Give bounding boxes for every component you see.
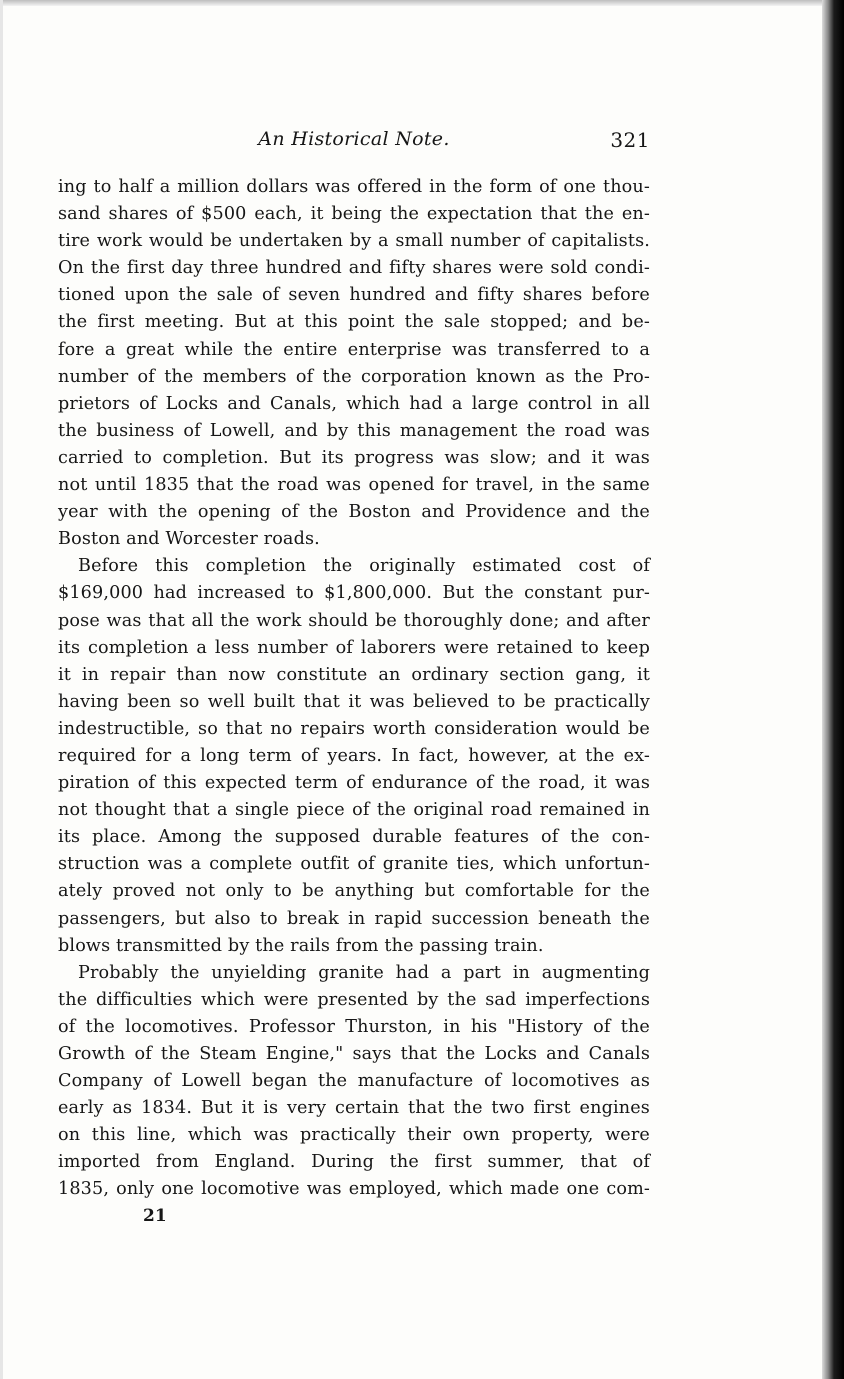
text-line: not until 1835 that the road was opened for travel, in the same [58, 475, 650, 496]
page-number: 321 [610, 128, 650, 152]
text-line: carried to completion. But its progress was slow; and it was [58, 447, 650, 468]
text-line: sand shares of $500 each, it being the expectation that the en- [58, 204, 650, 225]
text-line: required for a long term of years. In fact, however, at the ex- [58, 745, 650, 766]
paragraph-3 [58, 960, 650, 1204]
text-line: ately proved not only to be anything but comfortable for the [58, 881, 650, 902]
text-line: early as 1834. But it is very certain that the two first engines [58, 1098, 650, 1119]
text-line: Boston and Worcester roads. [58, 529, 320, 550]
text-line: tioned upon the sale of seven hundred and fifty shares before [58, 285, 650, 306]
text-line: having been so well built that it was believed to be practically [58, 691, 650, 712]
text-line: Before this completion the originally estimated cost of [78, 556, 650, 577]
text-line: the difficulties which were presented by the sad imperfections [58, 989, 650, 1010]
text-line: Growth of the Steam Engine," says that the Locks and Canals [58, 1044, 650, 1064]
text-line: ing to half a million dollars was offered in the form of one thou- [58, 177, 650, 197]
text-line: 1835, only one locomotive was employed, which made one com- [58, 1179, 650, 1200]
text-line: the business of Lowell, and by this management the road was [58, 420, 650, 441]
text-line: piration of this expected term of endurance of the road, it was [58, 773, 650, 794]
paragraph-2 [58, 553, 650, 959]
running-head [58, 128, 650, 158]
text-line: it in repair than now constitute an ordinary section gang, it [58, 664, 650, 685]
text-line: passengers, but also to break in rapid succession beneath the [58, 908, 650, 929]
scan-edge-left [0, 0, 3, 1379]
signature-mark: 21 [143, 1206, 167, 1226]
text-line: imported from England. During the first summer, that of [58, 1152, 650, 1173]
text-line: Company of Lowell began the manufacture of locomotives as [58, 1071, 650, 1092]
text-line: tire work would be undertaken by a small number of capitalists. [58, 231, 650, 252]
text-line: year with the opening of the Boston and Providence and the [58, 502, 650, 523]
text-line: pose was that all the work should be thoroughly done; and after [58, 610, 650, 631]
text-line: blows transmitted by the rails from the passing train. [58, 935, 544, 956]
text-line: prietors of Locks and Canals, which had a large control in all [58, 393, 650, 414]
text-line: on this line, which was practically their own property, were [58, 1125, 650, 1146]
text-line: struction was a complete outfit of granite ties, which unfortun- [58, 854, 650, 875]
text-line: of the locomotives. Professor Thurston, in his "History of the [58, 1016, 650, 1037]
text-line: $169,000 had increased to $1,800,000. But the constant pur- [58, 583, 650, 604]
text-line: indestructible, so that no repairs worth consideration would be [58, 718, 650, 739]
running-title: An Historical Note. [258, 128, 450, 150]
scan-edge-top [0, 0, 844, 6]
paragraph-1 [58, 174, 650, 553]
text-line: its completion a less number of laborers were retained to keep [58, 637, 650, 658]
text-line: its place. Among the supposed durable features of the con- [58, 827, 650, 848]
text-line: fore a great while the entire enterprise was transferred to a [58, 339, 650, 360]
text-line: not thought that a single piece of the original road remained in [58, 800, 650, 821]
text-line: On the first day three hundred and fifty shares were sold condi- [58, 258, 650, 279]
body-text [58, 174, 650, 1204]
text-line: the first meeting. But at this point the sale stopped; and be- [58, 312, 650, 333]
text-line: Probably the unyielding granite had a part in augmenting [78, 962, 650, 983]
scan-edge-right [822, 0, 844, 1379]
text-line: number of the members of the corporation known as the Pro- [58, 366, 650, 387]
